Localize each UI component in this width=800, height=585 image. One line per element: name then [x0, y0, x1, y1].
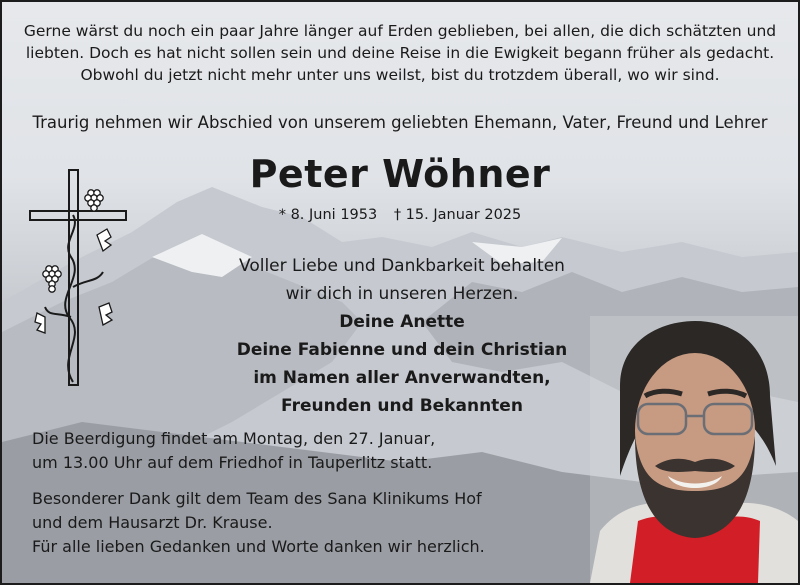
- mourners-line-1: Voller Liebe und Dankbarkeit behalten: [239, 256, 565, 276]
- mourners-block: [192, 252, 612, 420]
- thanks-line-2: und dem Hausarzt Dr. Krause.: [32, 513, 273, 532]
- mourners-line-6: Freunden und Bekannten: [281, 396, 523, 416]
- funeral-info: [32, 427, 592, 475]
- thanks-info: [32, 487, 592, 559]
- deceased-name: Peter Wöhner: [249, 152, 551, 196]
- birth-date: * 8. Juni 1953: [278, 207, 378, 223]
- mourners-line-2: wir dich in unseren Herzen.: [285, 284, 519, 304]
- mourners-line-5: im Namen aller Anverwandten,: [253, 368, 551, 388]
- mourners-line-4: Deine Fabienne und dein Christian: [236, 340, 568, 360]
- mourners-line-3: Deine Anette: [339, 312, 465, 332]
- thanks-line-1: Besonderer Dank gilt dem Team des Sana Klinikums Hof: [32, 489, 482, 508]
- thanks-line-3: Für alle lieben Gedanken und Worte danken wir herzlich.: [32, 537, 485, 556]
- funeral-line-1: Die Beerdigung findet am Montag, den 27. Januar,: [32, 429, 436, 448]
- cross-with-grapevine-icon: [27, 167, 132, 392]
- announcement: Traurig nehmen wir Abschied von unserem geliebten Ehemann, Vater, Freund und Lehrer: [32, 113, 768, 132]
- intro-line-2: liebten. Doch es hat nicht sollen sein und deine Reise in die Ewigkeit begann früher als gedacht.: [25, 44, 775, 62]
- funeral-line-2: um 13.00 Uhr auf dem Friedhof in Tauperlitz statt.: [32, 453, 433, 472]
- portrait-photo: [590, 316, 798, 583]
- intro-line-1: Gerne wärst du noch ein paar Jahre länger auf Erden geblieben, bei allen, die dich schätzten und: [23, 22, 777, 40]
- intro-text: [2, 20, 798, 86]
- death-date: † 15. Januar 2025: [393, 207, 522, 223]
- intro-line-3: Obwohl du jetzt nicht mehr unter uns weilst, bist du trotzdem überall, wo wir sind.: [80, 66, 720, 84]
